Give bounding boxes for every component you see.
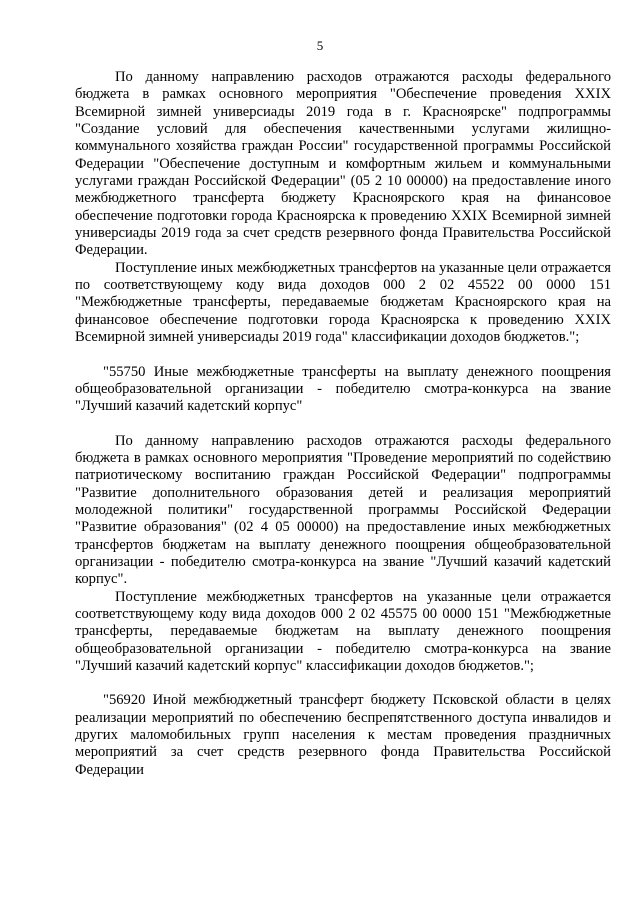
document-body [75,69,611,779]
paragraph-cadet-income: Поступление межбюджетных трансфертов на указанные цели отражается соответствующему коду вида доходов 000 2 02 45575 00 0000 151 "Межбюджетные трансферты, передаваемые бюджетам на выплату денежного поощрения общеобразовательной организации - победителю смотра-конкурса на звание "Лучший казачий кадетский корпус" классификации доходов бюджетов."; [75,588,611,674]
paragraph-universiade-expenses: По данному направлению расходов отражаются расходы федерального бюджета в рамках основного мероприятия "Обеспечение проведения XXIX Всемирной зимней универсиады 2019 года в г. Красноярске" подпрограммы "Создание условий для обеспечения качественными услугами жилищно-коммунального хозяйства граждан России" государственной программы Российской Федерации "Обеспечение доступным и комфортным жильем и коммунальными услугами граждан Российской Федерации" (05 2 10 00000) на предоставление иного межбюджетного трансферта бюджету Красноярского края на финансовое обеспечение подготовки города Красноярска к проведению XXIX Всемирной зимней универсиады 2019 года за счет средств резервного фонда Правительства Российской Федерации. [75,69,611,259]
paragraph-cadet-expenses: По данному направлению расходов отражаются расходы федерального бюджета в рамках основного мероприятия "Проведение мероприятий по содействию патриотическому воспитанию граждан Российской Федерации" подпрограммы "Развитие дополнительного образования детей и реализация мероприятий молодежной политики" государственной программы Российской Федерации "Развитие образования" (02 4 05 00000) на предоставление иных межбюджетных трансфертов бюджетам на выплату денежного поощрения общеобразовательной организации - победителю смотра-конкурса на звание "Лучший казачий кадетский корпус". [75,432,611,588]
spacer [75,675,611,692]
page-number: 5 [316,38,324,53]
paragraph-code-55750: "55750 Иные межбюджетные трансферты на выплату денежного поощрения общеобразовательной организации - победителю смотра-конкурса на звание "Лучший казачий кадетский корпус" [75,363,611,415]
spacer [75,347,611,364]
spacer [75,416,611,433]
paragraph-universiade-income: Поступление иных межбюджетных трансфертов на указанные цели отражается по соответствующему коду вида доходов 000 2 02 45522 00 0000 151 "Межбюджетные трансферты, передаваемые бюджетам Красноярского края на финансовое обеспечение подготовки города Красноярска к проведению XXIX Всемирной зимней универсиады 2019 года" классификации доходов бюджетов."; [75,259,611,346]
paragraph-code-56920: "56920 Иной межбюджетный трансферт бюджету Псковской области в целях реализации мероприятий по обеспечению беспрепятственного доступа инвалидов и других маломобильных групп населения к местам проведения праздничных мероприятий за счет средств резервного фонда Правительства Российской Федерации [75,692,611,778]
